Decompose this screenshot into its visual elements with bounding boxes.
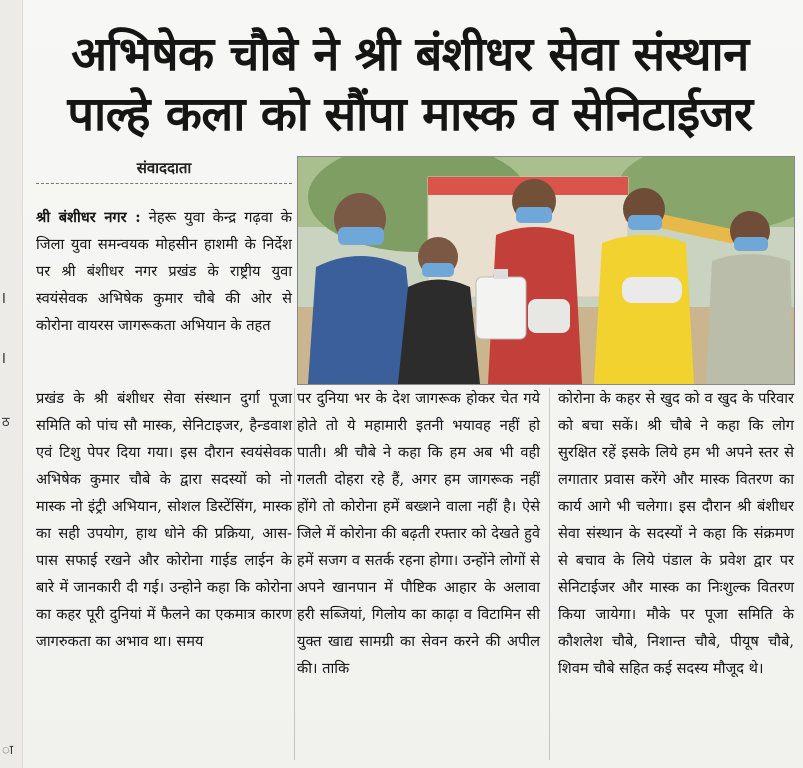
- margin-mark: ठ: [2, 415, 10, 430]
- headline-line-2: पाल्हे कला को सौंपा मास्क व सेनिटाईजर: [67, 87, 753, 142]
- margin-mark: I: [2, 352, 6, 367]
- column-divider: [549, 388, 550, 760]
- adjacent-column-edge: [0, 0, 23, 768]
- column-1-top-text: नेहरू युवा केन्द्र गढ़वा के जिला युवा समन्वयक मोहसीन हाशमी के निर्देश पर श्री बंशीधर नगर प्रखंड के राष्ट्रीय युवा स्वयंसेवक अभिषेक कुमार चौबे की ओर से कोरोना वायरस जागरूकता अभियान के तहत: [36, 209, 293, 334]
- margin-mark: I: [2, 292, 6, 307]
- news-photo: [297, 156, 795, 385]
- dateline: श्री बंशीधर नगर :: [36, 209, 141, 226]
- article-column-1-top: [36, 204, 292, 339]
- photo-illustration: [298, 157, 794, 384]
- article-column-2: पर दुनिया भर के देश जागरूक होकर चेत गये होते तो ये महामारी इतनी भयावह नहीं हो पाती। श्री चौबे ने कहा कि हम अब भी वही गलती दोहरा रहे हैं, अगर हम जागरूक नहीं होंगे तो कोरोना हमें बख्शने वाला नहीं है। ऐसे जिले में कोरोना की बढ़ती रफ्तार को देखते हुवे हमें सजग व सतर्क रहना होगा। उन्होंने लोगों से अपने खानपान में पौष्टिक आहार के अलावा हरी सब्जियां, गिलोय का काढ़ा व विटामिन सी युक्त खाद्य सामग्री का सेवन करने की अपील की। ताकि: [297, 390, 540, 677]
- byline: संवाददाता: [136, 159, 192, 177]
- byline-divider: [36, 183, 292, 184]
- margin-mark: ा: [2, 743, 14, 758]
- column-divider: [294, 388, 295, 760]
- article-column-3: कोरोना के कहर से खुद को व खुद के परिवार को बचा सकें। श्री चौबे ने कहा कि लोग सुरक्षित रहें इसके लिये हम भी अपने स्तर से लगातार प्रवास करेंगे और मास्क वितरण का कार्य आगे भी चलेगा। इस दौरान श्री बंशीधर सेवा संस्थान के सदस्यों ने कहा कि संक्रमण से बचाव के लिये पंडाल के प्रवेश द्वार पर सेनिटाईजर और मास्क का निःशुल्क वितरण किया जायेगा। मौके पर पूजा समिति के कौशलेश चौबे, निशान्त चौबे, पीयूष चौबे, शिवम चौबे सहित कई सदस्य मौजूद थे।: [558, 390, 794, 677]
- headline: [30, 26, 790, 144]
- article-column-1-bottom: प्रखंड के श्री बंशीधर सेवा संस्थान दुर्गा पूजा समिति को पांच सौ मास्क, सेनिटाइजर, हैन्डवाश एवं टिशु पेपर दिया गया। इस दौरान स्वयंसेवक अभिषेक कुमार चौबे के द्वारा सदस्यों को नो मास्क नो इंट्री अभियान, सोशल डिस्टेंसिंग, मास्क का सही उपयोग, हाथ धोने की प्रक्रिया, आस-पास सफाई रखने और कोरोना गाईड लाईन के बारे में जानकारी दी गई। उन्होने कहा कि कोरोना का कहर पूरी दुनियां में फैलने का एकमात्र कारण जागरुकता का अभाव था। समय: [36, 390, 292, 650]
- headline-line-1: अभिषेक चौबे ने श्री बंशीधर सेवा संस्थान: [71, 27, 749, 82]
